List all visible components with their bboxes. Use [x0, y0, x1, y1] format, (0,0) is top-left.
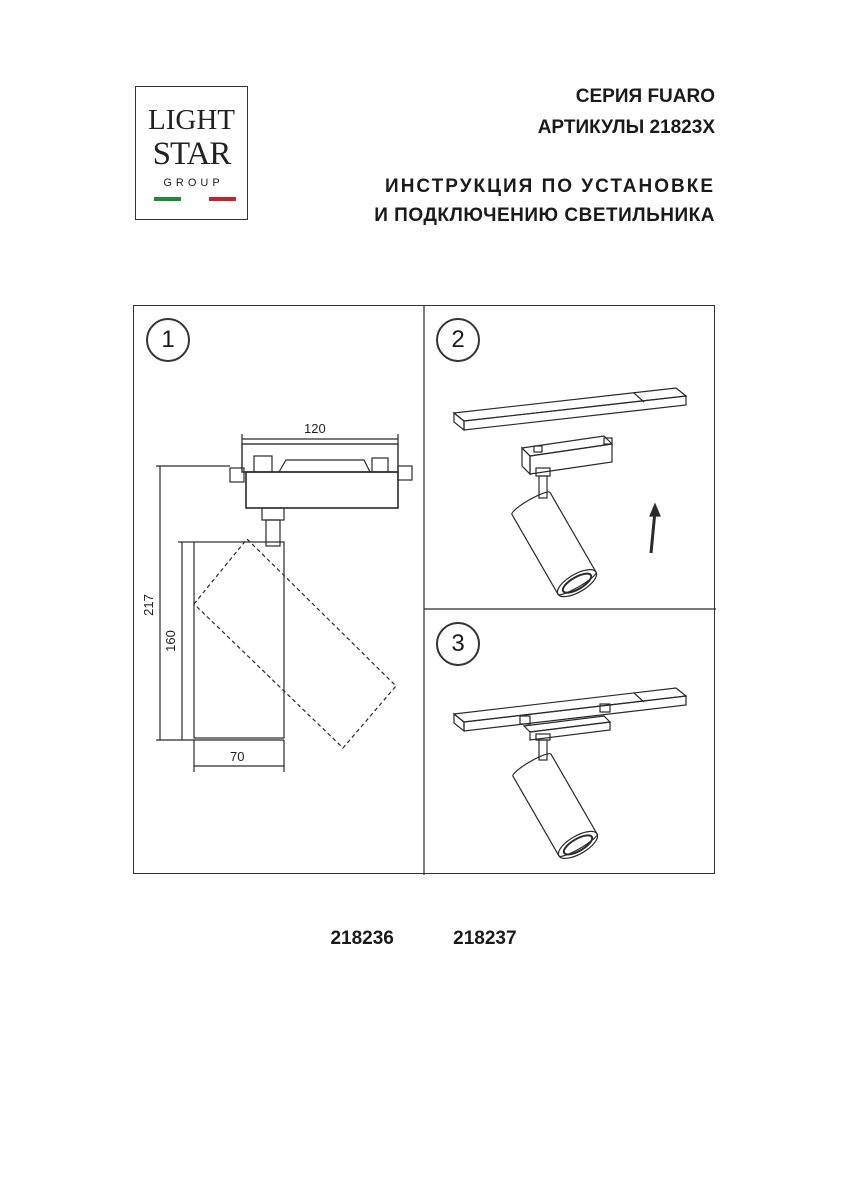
flag-green	[154, 197, 181, 201]
step-1-badge: 1	[146, 318, 190, 362]
dimension-height-total: 217	[140, 594, 156, 616]
dimension-width-top: 120	[304, 421, 326, 436]
instruction-title-line2: И ПОДКЛЮЧЕНИЮ СВЕТИЛЬНИКА	[374, 205, 715, 226]
installation-drawing	[134, 306, 716, 875]
dimension-height-body: 160	[162, 630, 178, 652]
brand-logo	[135, 86, 248, 220]
panel-3-installed-drawing	[454, 688, 686, 864]
article-numbers-row	[0, 928, 847, 950]
dimension-width-body: 70	[230, 749, 245, 764]
panel-2-mounting-drawing	[454, 388, 686, 602]
articles-title: АРТИКУЛЫ 21823X	[537, 117, 715, 138]
article-number: 218237	[453, 928, 517, 949]
flag-red	[209, 197, 236, 201]
instruction-title-line1: ИНСТРУКЦИЯ ПО УСТАНОВКЕ	[385, 176, 715, 197]
flag-white	[181, 197, 208, 201]
step-3-badge: 3	[436, 622, 480, 666]
logo-text-group: GROUP	[163, 177, 224, 189]
logo-text-light: LIGHT	[148, 104, 235, 136]
article-number: 218236	[330, 928, 394, 949]
installation-figure	[133, 305, 715, 874]
logo-text-star: STAR	[152, 136, 231, 172]
series-title: СЕРИЯ FUARO	[575, 86, 715, 107]
logo-flag-stripe	[154, 197, 236, 201]
panel-1-dimension-drawing	[156, 434, 412, 772]
step-2-badge: 2	[436, 318, 480, 362]
